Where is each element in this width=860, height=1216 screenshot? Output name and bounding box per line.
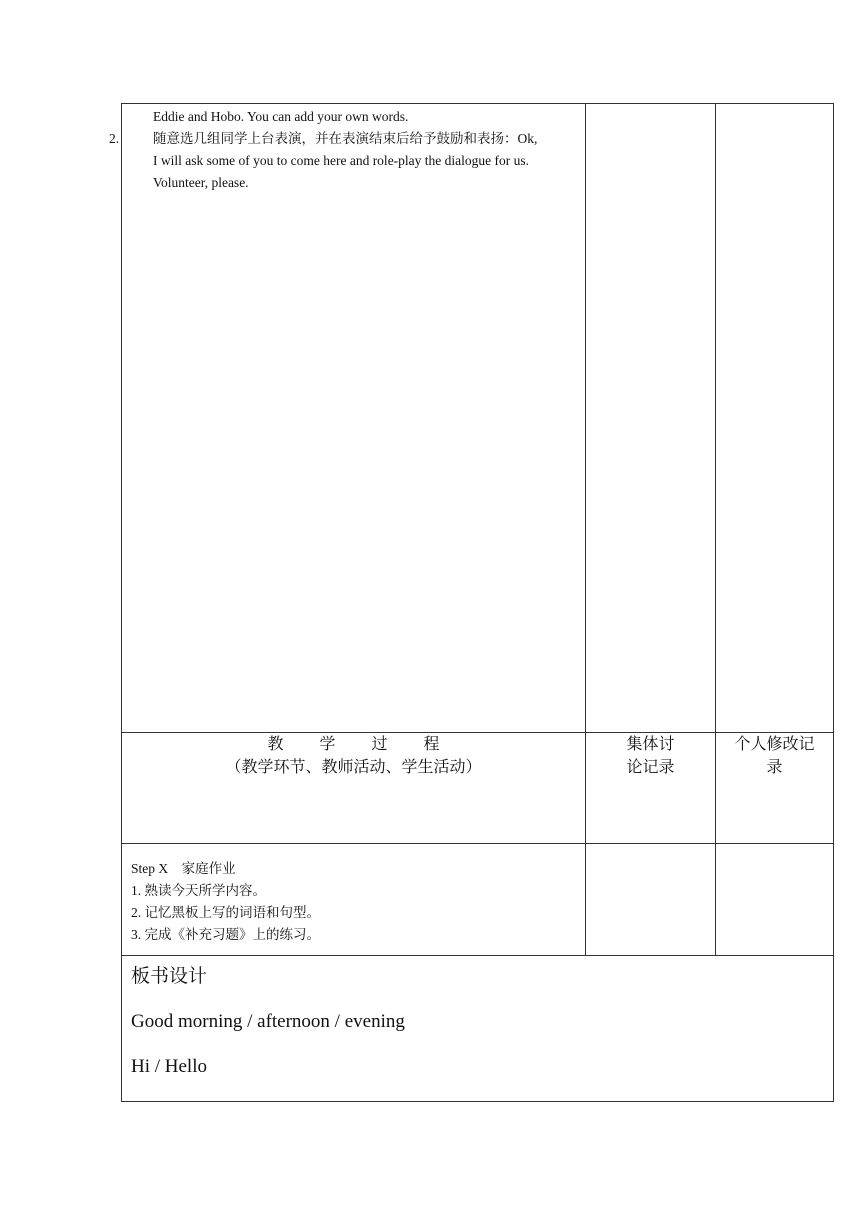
homework-row [122, 844, 834, 956]
homework-revision-cell [716, 844, 834, 956]
process-content-row [122, 104, 834, 733]
group-discussion-label-2: 论记录 [626, 759, 675, 776]
process-item-2 [109, 128, 579, 150]
table-header-row [122, 733, 834, 844]
title-char: 程 [423, 736, 440, 753]
group-discussion-label-1: 集体讨 [626, 736, 675, 753]
board-design-row [122, 956, 834, 1102]
personal-revision-cell [716, 104, 834, 733]
personal-revision-header [716, 733, 834, 844]
teaching-process-title [122, 733, 585, 756]
title-char: 学 [319, 736, 336, 753]
title-char: 教 [267, 736, 284, 753]
item-text-line-3: Volunteer, please. [153, 175, 249, 190]
board-design-cell [122, 956, 834, 1102]
personal-revision-label-2: 录 [766, 759, 783, 776]
board-design-line: Hi / Hello [131, 1056, 207, 1077]
item-number: 2. [109, 131, 120, 146]
homework-item: 1. 熟读今天所学内容。 [131, 883, 266, 898]
homework-item: 2. 记忆黑板上写的词语和句型。 [131, 905, 320, 920]
process-content-cell [109, 104, 586, 733]
personal-revision-label-1: 个人修改记 [734, 736, 815, 753]
item-text-line-2: I will ask some of you to come here and role-play the dialogue for us. [153, 153, 530, 168]
homework-cell [122, 844, 586, 956]
process-line-continuation: Eddie and Hobo. You can add your own words. [153, 109, 409, 124]
homework-item: 3. 完成《补充习题》上的练习。 [131, 927, 320, 942]
title-char: 过 [371, 736, 388, 753]
homework-step-title: Step X 家庭作业 [131, 861, 236, 876]
lesson-plan-table [109, 103, 834, 1102]
teaching-process-subtitle: （教学环节、教师活动、学生活动） [225, 759, 482, 776]
group-discussion-cell [586, 104, 716, 733]
item-text-line-1: 随意选几组同学上台表演，并在表演结束后给予鼓励和表扬：Ok, [153, 131, 538, 146]
board-design-title: 板书设计 [131, 966, 208, 987]
homework-discussion-cell [586, 844, 716, 956]
board-design-line: Good morning / afternoon / evening [131, 1011, 405, 1032]
group-discussion-header [586, 733, 716, 844]
teaching-process-header [122, 733, 586, 844]
